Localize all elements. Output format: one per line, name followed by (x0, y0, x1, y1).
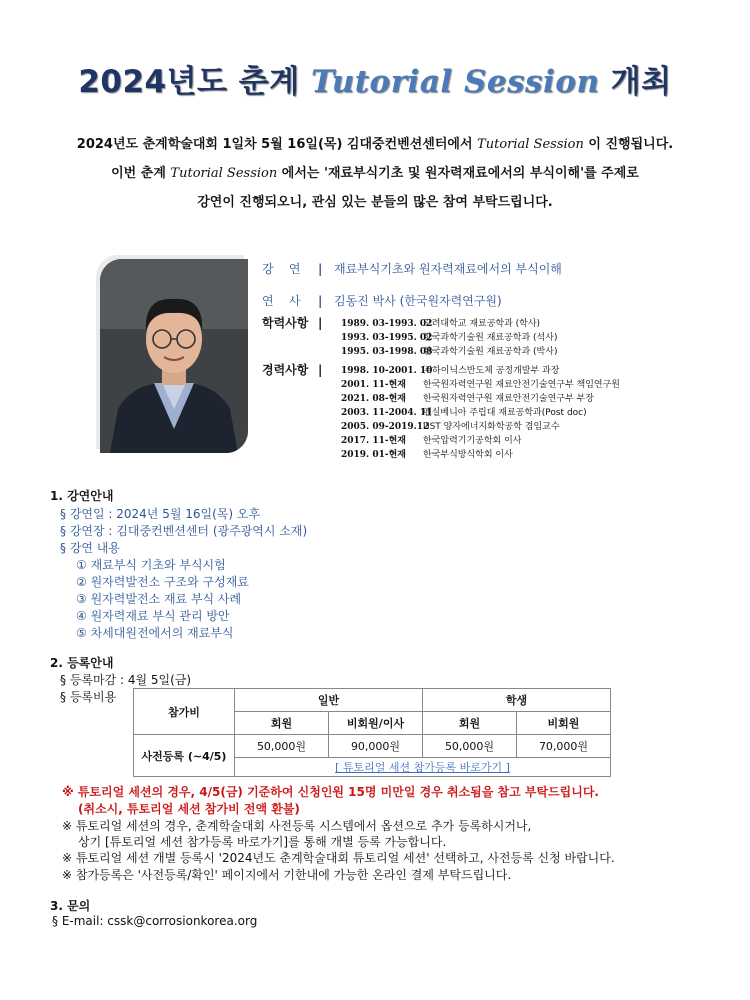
career-date: 2003. 11-2004. 11 (341, 408, 433, 418)
lecture-venue: § 강연장 : 김대중컨벤션센터 (광주광역시 소재) (60, 524, 308, 538)
intro-line-1b: Tutorial Session (477, 137, 584, 152)
note-registration-option: ※ 튜토리얼 세션의 경우, 춘계학술대회 사전등록 시스템에서 옵션으로 추가 등록하시거나, (62, 819, 532, 833)
topic-item: ④ 원자력재료 부식 관리 방안 (76, 609, 230, 623)
student-nonmember-header: 비회원 (517, 712, 611, 735)
table-row (134, 735, 611, 758)
intro-text (0, 130, 750, 217)
topic-item: ③ 원자력발전소 재료 부식 사례 (76, 592, 242, 606)
lecture-date: § 강연일 : 2024년 5월 16일(목) 오후 (60, 507, 261, 521)
education-item (341, 316, 540, 329)
lecture-label: 강 연 (262, 262, 301, 276)
topic-item: ⑤ 차세대원전에서의 재료부식 (76, 626, 234, 640)
career-text: 한국원자력연구원 재료안전기술연구부 부장 (423, 394, 594, 404)
education-text: 고려대학교 재료공학과 (학사) (423, 319, 541, 329)
education-label: 학력사항 (262, 316, 309, 330)
student-member-header: 회원 (423, 712, 517, 735)
section-2-heading: 2. 등록안내 (50, 656, 114, 670)
career-date: 2017. 11-현재 (341, 436, 406, 446)
lecture-bar: | (318, 262, 323, 276)
intro-line-3: 강연이 진행되오니, 관심 있는 분들의 많은 참여 부탁드립니다. (197, 195, 553, 210)
career-item (341, 419, 560, 432)
career-item (341, 391, 594, 404)
cancellation-warning: ※ 튜토리얼 세션의 경우, 4/5(금) 기준하여 신청인원 15명 미만일 경우 취소됨을 참고 부탁드립니다. (62, 785, 599, 799)
intro-line-2 (0, 159, 750, 188)
page-title (0, 56, 750, 101)
career-date: 2019. 01-현재 (341, 450, 406, 460)
speaker-name: 김동진 박사 (한국원자력연구원) (334, 294, 502, 308)
career-label: 경력사항 (262, 363, 309, 377)
table-cell: 70,000원 (517, 735, 611, 758)
intro-line-1 (0, 130, 750, 159)
career-heading (262, 361, 332, 378)
table-row (134, 689, 611, 712)
general-header: 일반 (235, 689, 423, 712)
intro-line-2c: 에서는 '재료부식기초 및 원자력재료에서의 부식이해'를 주제로 (277, 166, 639, 181)
education-date: 1989. 03-1993. 02 (341, 319, 433, 329)
intro-line-1c: 이 진행됩니다. (583, 137, 674, 152)
tutorial-registration-link[interactable]: [ 튜토리얼 세션 참가등록 바로가기 ] (335, 761, 510, 774)
speaker-row (262, 292, 502, 309)
career-item (341, 363, 559, 376)
topic-item: ① 재료부식 기초와 부식시험 (76, 558, 226, 572)
title-highlight: Tutorial Session (310, 64, 600, 100)
career-item (341, 405, 587, 418)
speaker-bar: | (318, 294, 323, 308)
career-date: 2005. 09-2019.12 (341, 422, 430, 432)
registration-fee-label: § 등록비용 (60, 690, 117, 704)
career-text: 한국원자력연구원 재료안전기술연구부 책임연구원 (423, 380, 620, 390)
note-payment: ※ 참가등록은 '사전등록/확인' 페이지에서 기한내에 가능한 온라인 결제 부탁드립니다. (62, 868, 512, 882)
note-individual-registration: ※ 튜토리얼 세션 개별 등록시 '2024년도 춘계학술대회 튜토리얼 세션' 선택하고, 사전등록 신청 바랍니다. (62, 851, 615, 865)
intro-line-2a: 이번 춘계 (111, 166, 171, 181)
refund-warning: (취소시, 튜토리얼 세션 참가비 전액 환불) (78, 802, 300, 816)
table-cell: 90,000원 (329, 735, 423, 758)
career-bar: | (318, 363, 323, 377)
education-bar: | (318, 316, 323, 330)
member-header: 회원 (235, 712, 329, 735)
link-cell (235, 758, 611, 777)
topic-item: ② 원자력발전소 구조와 구성재료 (76, 575, 249, 589)
education-text: 한국과학기술원 재료공학과 (석사) (423, 333, 558, 343)
education-item (341, 330, 557, 343)
career-text: 한국압력기기공학회 이사 (423, 436, 522, 446)
section-3-heading: 3. 문의 (50, 899, 91, 913)
table-cell: 50,000원 (235, 735, 329, 758)
fee-header: 참가비 (134, 689, 235, 735)
note-registration-option-cont: 상기 [튜토리얼 세션 참가등록 바로가기]를 통해 개별 등록 가능합니다. (78, 835, 447, 849)
education-date: 1995. 03-1998. 08 (341, 347, 433, 357)
career-text: 펜실베니아 주립대 재료공학과(Post doc) (423, 408, 587, 418)
education-date: 1993. 03-1995. 02 (341, 333, 433, 343)
registration-deadline: § 등록마감 : 4월 5일(금) (60, 673, 192, 687)
title-suffix: 개최 (599, 64, 672, 100)
title-prefix: 2024년도 춘계 (78, 64, 311, 100)
student-header: 학생 (423, 689, 611, 712)
lecture-content-label: § 강연 내용 (60, 541, 120, 555)
fee-table (133, 688, 611, 777)
row-label: 사전등록 (~4/5) (134, 735, 235, 777)
career-date: 1998. 10-2001. 10 (341, 366, 433, 376)
career-text: ㈜하이닉스반도체 공정개발부 과장 (423, 366, 560, 376)
career-item (341, 377, 620, 390)
lecture-title: 재료부식기초와 원자력재료에서의 부식이해 (334, 262, 562, 276)
career-text: 한국부식방식학회 이사 (423, 450, 513, 460)
lecture-row (262, 260, 562, 277)
table-cell: 50,000원 (423, 735, 517, 758)
section-1-heading: 1. 강연안내 (50, 489, 114, 503)
education-text: 한국과학기술원 재료공학과 (박사) (423, 347, 558, 357)
education-heading (262, 314, 332, 331)
nonmember-director-header: 비회원/이사 (329, 712, 423, 735)
speaker-label: 연 사 (262, 294, 301, 308)
career-item (341, 447, 513, 460)
career-text: UST 양자에너지화학공학 겸임교수 (423, 422, 560, 432)
speaker-photo (100, 259, 248, 453)
career-date: 2021. 08-현재 (341, 394, 406, 404)
education-item (341, 344, 557, 357)
career-item (341, 433, 522, 446)
intro-line-2b: Tutorial Session (170, 166, 278, 181)
contact-email: § E-mail: cssk@corrosionkorea.org (52, 914, 258, 928)
intro-line-1a: 2024년도 춘계학술대회 1일차 5월 16일(목) 김대중컨벤션센터에서 (76, 137, 478, 152)
career-date: 2001. 11-현재 (341, 380, 406, 390)
